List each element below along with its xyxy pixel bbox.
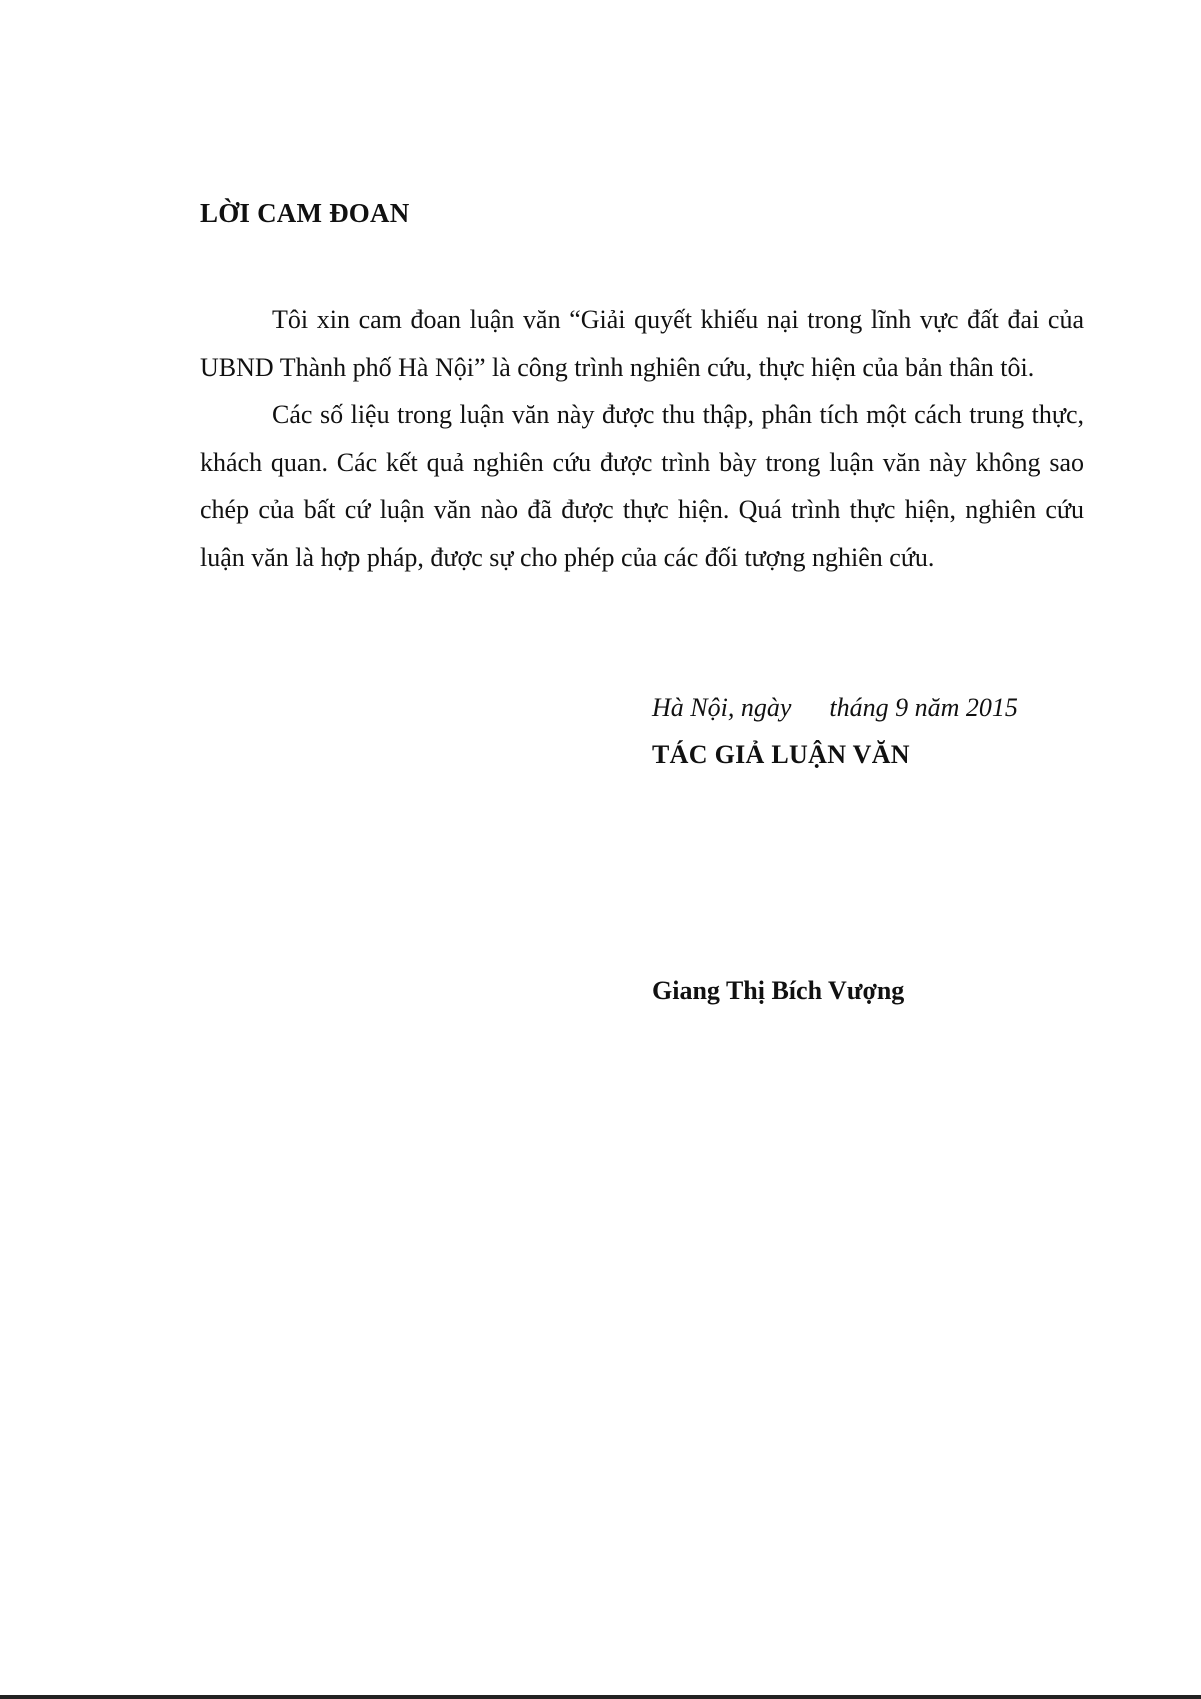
page-bottom-border bbox=[0, 1695, 1201, 1699]
declaration-paragraph-1: Tôi xin cam đoan luận văn “Giải quyết khiếu nại trong lĩnh vực đất đai của UBND Thành phố Hà Nội” là công trình nghiên cứu, thực hiện của bản thân tôi. bbox=[200, 305, 1084, 382]
signature-date-suffix: tháng 9 năm 2015 bbox=[829, 693, 1018, 722]
declaration-body bbox=[200, 296, 1084, 582]
declaration-paragraph-2: Các số liệu trong luận văn này được thu thập, phân tích một cách trung thực, khách quan. Các kết quả nghiên cứu được trình bày trong luận văn này không sao chép của bất cứ luận văn nào đã được thực hiện. Quá trình thực hiện, nghiên cứu luận văn là hợp pháp, được sự cho phép của các đối tượng nghiên cứu. bbox=[200, 400, 1084, 572]
signature-role: TÁC GIẢ LUẬN VĂN bbox=[652, 740, 910, 769]
signature-date bbox=[652, 684, 1018, 731]
signature-block bbox=[652, 684, 1018, 778]
page-title: LỜI CAM ĐOAN bbox=[200, 198, 410, 228]
author-name: Giang Thị Bích Vượng bbox=[652, 976, 905, 1005]
signature-date-prefix: Hà Nội, ngày bbox=[652, 693, 792, 722]
